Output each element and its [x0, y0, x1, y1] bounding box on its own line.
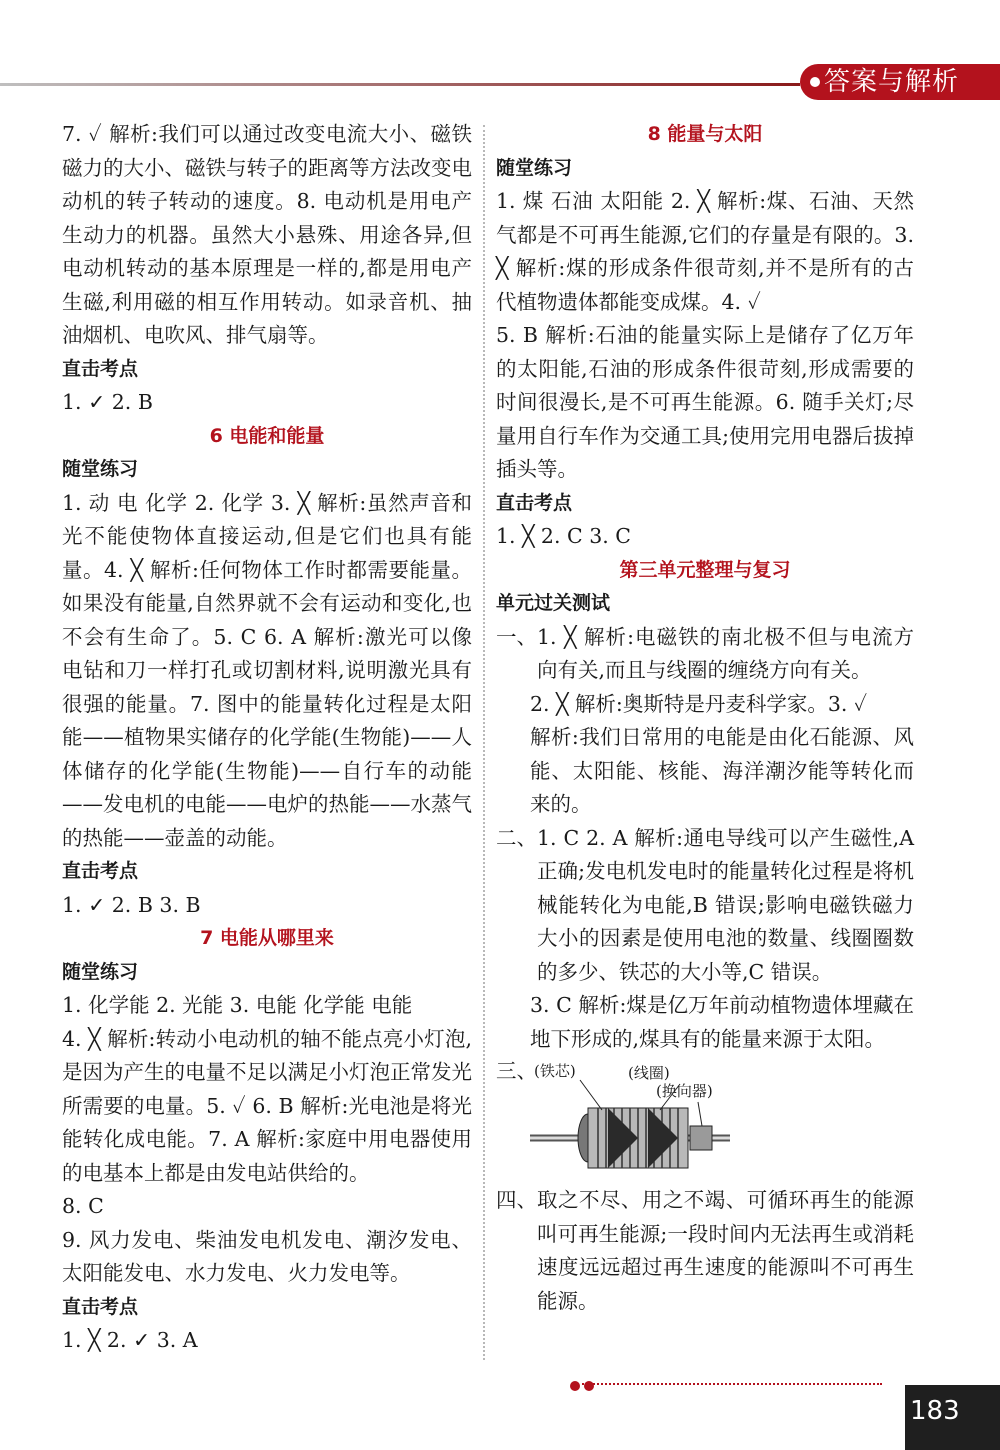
section-title: 8 能量与太阳 [647, 123, 763, 145]
question-group-2 [496, 822, 914, 990]
subheading: 随堂练习 [496, 156, 573, 179]
section-title: 7 电能从哪里来 [200, 927, 334, 949]
answer-paragraph: 4. ╳ 解析:转动小电动机的轴不能点亮小灯泡,是因为产生的电量不足以满足小灯泡正常发光所需要的电量。5. ✓ 6. B 解析:光电池是将光能转化成电能。7. A 解析:家庭中用电器使用的电基本上都是由发电站供给的。 [62, 1026, 472, 1185]
motor-rotor-illustration [530, 1060, 730, 1180]
header-badge [800, 64, 1000, 100]
motor-diagram [496, 1060, 914, 1180]
answer-line: 1. ╳ 2. ✓ 3. A [62, 1328, 198, 1352]
question-group-4 [496, 1184, 914, 1318]
answer-paragraph: 9. 风力发电、柴油发电机发电、潮汐发电、太阳能发电、水力发电、火力发电等。 [62, 1227, 472, 1285]
subheading: 直击考点 [496, 491, 573, 514]
footer-rule [582, 1383, 882, 1385]
answer-line: 1. 化学能 2. 光能 3. 电能 化学能 电能 [62, 993, 413, 1017]
subheading: 随堂练习 [62, 458, 139, 480]
right-column [496, 118, 914, 1318]
answer-line: 1. ✓ 2. B [62, 390, 153, 414]
question-group-1 [496, 621, 914, 688]
answer-line: 1. ✓ 2. B 3. B [62, 892, 201, 917]
left-column [62, 118, 472, 1358]
header-rule [0, 83, 800, 86]
subheading: 直击考点 [62, 1295, 139, 1318]
section-title: 6 电能和能量 [209, 424, 325, 447]
subheading: 直击考点 [62, 860, 139, 882]
label-commutator: (换向器) [656, 1082, 713, 1100]
answer-line: 8. C [62, 1194, 104, 1218]
page-number: 183 [910, 1396, 960, 1426]
unit-title: 第三单元整理与复习 [619, 558, 791, 581]
answer-paragraph: 1. C 2. A 解析:通电导线可以产生磁性,A 正确;发电机发电时的能量转化过程是将机械能转化为电能,B 错误;影响电磁铁磁力大小的因素是使用电池的数量、线圈圈数的多少、铁芯的大小等,C 错误。 [537, 825, 914, 984]
answer-paragraph: 解析:我们日常用的电能是由化石能源、风能、太阳能、核能、海洋潮汐能等转化而来的。 [530, 725, 914, 816]
header-title: 答案与解析 [824, 67, 960, 97]
item-number: 三、 [496, 1059, 537, 1083]
answer-paragraph: 取之不尽、用之不竭、可循环再生的能源叫可再生能源;一段时间内无法再生或消耗速度远远超过再生速度的能源叫不可再生能源。 [537, 1188, 914, 1313]
answer-paragraph: 5. B 解析:石油的能量实际上是储存了亿万年的太阳能,石油的形成条件很苛刻,形成需要的时间很漫长,是不可再生能源。6. 随手关灯;尽量用自行车作为交通工具;使用完用电器后拔掉插头等。 [496, 323, 914, 481]
subheading: 随堂练习 [62, 960, 139, 983]
answer-paragraph: 2. ╳ 解析:奥斯特是丹麦科学家。3. ✓ [530, 691, 868, 716]
subheading: 直击考点 [62, 357, 139, 380]
answer-paragraph: 1. ╳ 解析:电磁铁的南北极不但与电流方向有关,而且与线圈的缠绕方向有关。 [537, 624, 914, 682]
item-number: 二、 [496, 825, 537, 850]
answer-paragraph: 7. ✓ 解析:我们可以通过改变电流大小、磁铁磁力的大小、磁铁与转子的距离等方法改变电动机的转子转动的速度。8. 电动机是用电产生动力的机器。虽然大小悬殊、用途各异,但电动机转动的基本原理是一样的,都是用电产生磁,利用磁的相互作用转动。如录音机、抽油烟机、电吹风、排气扇等。 [62, 122, 472, 347]
bullet-dot-icon [810, 77, 820, 87]
answer-line: 1. ╳ 2. C 3. C [496, 524, 631, 548]
answer-paragraph: 3. C 解析:煤是亿万年前动植物遗体埋藏在地下形成的,煤具有的能量来源于太阳。 [530, 993, 914, 1051]
subheading: 单元过关测试 [496, 592, 611, 614]
label-core: (铁芯) [534, 1062, 576, 1080]
label-coil: (线圈) [628, 1064, 670, 1082]
answer-paragraph: 1. 动 电 化学 2. 化学 3. ╳ 解析:虽然声音和光不能使物体直接运动,但是它们也具有能量。4. ╳ 解析:任何物体工作时都需要能量。如果没有能量,自然界就不会有运动和变化,也不会有生命了。5. C 6. A 解析:激光可以像电钻和刀一样打孔或切割材料,说明激光具有很强的能量。7. 图中的能量转化过程是太阳能——植物果实储存的化学能(生物能)——人体储存的化学能(生物能)——自行车的动能——发电机的电能——电炉的热能——水蒸气的热能——壶盖的动能。 [62, 490, 472, 850]
item-number: 一、 [496, 624, 537, 649]
column-divider [483, 125, 485, 1360]
answer-paragraph: 1. 煤 石油 太阳能 2. ╳ 解析:煤、石油、天然气都是不可再生能源,它们的存量是有限的。3. ╳ 解析:煤的形成条件很苛刻,并不是所有的古代植物遗体都能变成煤。4. ✓ [496, 189, 914, 314]
footer-dots-icon [570, 1376, 598, 1395]
item-number: 四、 [496, 1188, 537, 1212]
